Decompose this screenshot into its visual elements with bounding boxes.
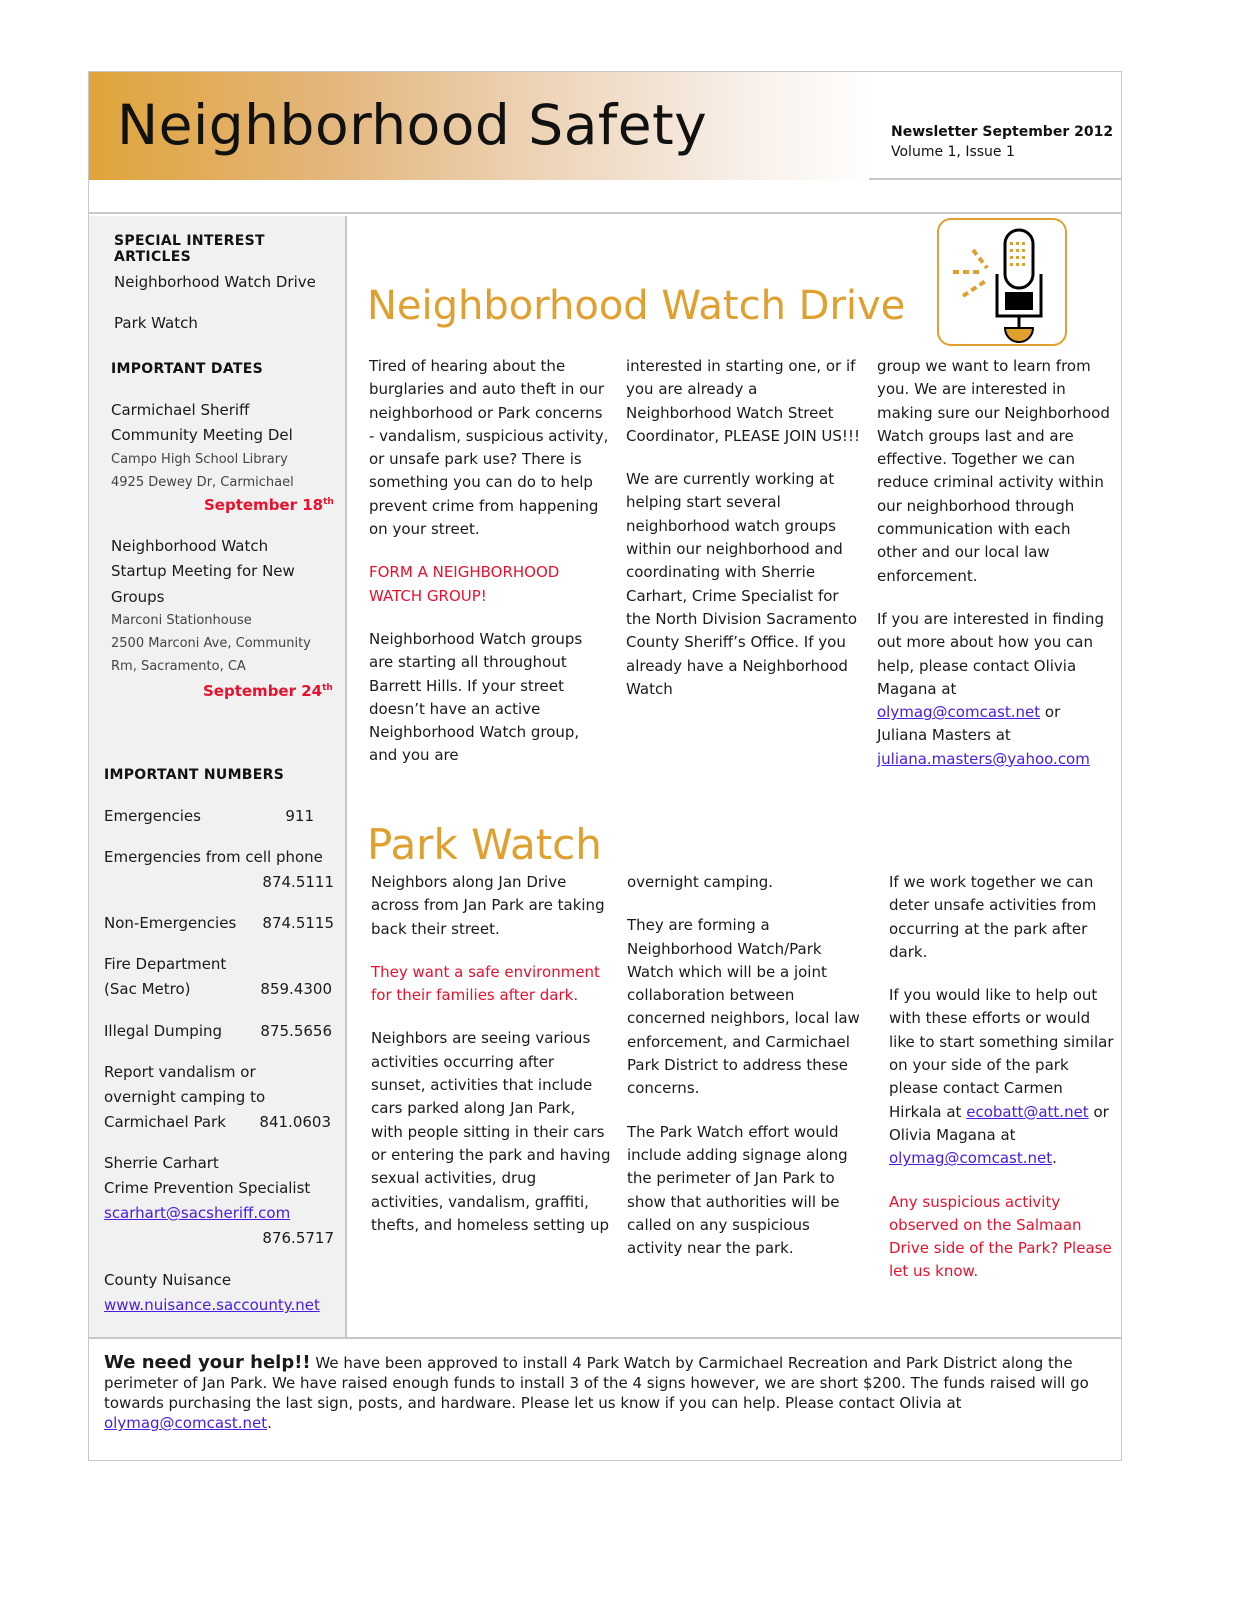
number-label: Non-Emergencies <box>104 914 237 932</box>
phone-number: 841.0603 <box>259 1113 331 1131</box>
paragraph: Neighbors along Jan Drive across from Jan Park are taking back their street. <box>371 873 605 938</box>
phone-number: 874.5115 <box>262 914 334 932</box>
important-numbers-heading: IMPORTANT NUMBERS <box>104 767 285 783</box>
watch-drive-column-3 <box>877 355 1113 791</box>
email-link[interactable]: olymag@comcast.net <box>104 1414 268 1432</box>
website-link[interactable]: www.nuisance.saccounty.net <box>104 1296 320 1314</box>
watch-drive-column-2 <box>626 355 866 721</box>
number-row-cell-emergencies <box>104 845 334 895</box>
number-row-fire-department <box>104 952 334 1002</box>
number-row-sherrie-carhart <box>104 1151 334 1251</box>
sidebar-item-park-watch[interactable]: Park Watch <box>114 314 198 332</box>
paragraph: If you would like to help out with these efforts or would like to start something similar on your side of the park please contact Carmen Hirkala at ecobatt@att.net or Olivia Magana at olymag@comcast.net. <box>889 986 1114 1168</box>
number-label: (Sac Metro) <box>104 980 191 998</box>
event-location: Campo High School Library <box>111 452 288 467</box>
email-link[interactable]: olymag@comcast.net <box>877 703 1041 722</box>
paragraph: If we work together we can deter unsafe activities from occurring at the park after dark. <box>889 873 1097 961</box>
important-dates-heading: IMPORTANT DATES <box>111 361 263 377</box>
event-title: Carmichael Sheriff <box>111 401 250 419</box>
paragraph: They are forming a Neighborhood Watch/Park Watch which will be a joint collaboration between concerned neighbors, local law enforcement, and Carmichael Park District to address these concerns. <box>627 916 860 1098</box>
article-title-park-watch: Park Watch <box>367 820 602 869</box>
phone-number: 874.5111 <box>262 873 334 891</box>
number-label: Emergencies <box>104 807 201 825</box>
sidebar-item-neighborhood-watch-drive[interactable]: Neighborhood Watch Drive <box>114 273 316 291</box>
paragraph: Neighborhood Watch groups are starting all throughout Barrett Hills. If your street doesn’t have an active Neighborhood Watch group, and you are <box>369 629 583 765</box>
event-address: Rm, Sacramento, CA <box>111 659 246 674</box>
event-title: Neighborhood Watch <box>111 537 269 555</box>
paragraph: Neighbors are seeing various activities occurring after sunset, activities that include cars parked along Jan Park, with people sitting in their cars or entering the park and having sexual activities, drug activities, vandalism, graffiti, thefts, and homeless setting up <box>371 1029 611 1234</box>
event-address: 4925 Dewey Dr, Carmichael <box>111 475 294 490</box>
callout-red: They want a safe environment for their families after dark. <box>371 962 600 1005</box>
email-link[interactable]: juliana.masters@yahoo.com <box>877 749 1090 768</box>
phone-number: 911 <box>285 807 314 825</box>
paragraph: We are currently working at helping start several neighborhood watch groups within our neighborhood and coordinating with Sherrie Carhart, Crime Specialist for the North Division Sacramento County Sheriff’s Office. If you already have a Neighborhood Watch <box>626 470 858 698</box>
event-title: Startup Meeting for New <box>111 562 295 580</box>
number-label: Illegal Dumping <box>104 1022 223 1040</box>
contact-name: Sherrie Carhart <box>104 1154 219 1172</box>
main-content <box>347 216 1121 1337</box>
event-date: September 18th <box>204 496 334 514</box>
microphone-icon <box>937 218 1067 346</box>
article-title-watch-drive: Neighborhood Watch Drive <box>367 283 906 329</box>
callout-red: Any suspicious activity observed on the Salmaan Drive side of the Park? Please let us know. <box>889 1192 1112 1281</box>
number-label: Report vandalism or <box>104 1063 256 1081</box>
park-watch-column-2 <box>627 871 867 1280</box>
event-location: Marconi Stationhouse <box>111 613 252 628</box>
paragraph: The Park Watch effort would include adding signage along the perimeter of Jan Park to show that authorities will be called on any suspicious activity near the park. <box>627 1122 848 1258</box>
special-interest-heading: SPECIAL INTEREST ARTICLES <box>114 233 265 265</box>
number-label: overnight camping to <box>104 1088 266 1106</box>
paragraph: Tired of hearing about the burglaries and auto theft in our neighborhood or Park concerns - vandalism, suspicious activity, or unsafe park use? There is something you can do to help prevent crime from happening on your street. <box>369 357 609 539</box>
help-appeal-footer: We need your help!! We have been approved to install 4 Park Watch by Carmichael Recreation and Park District along the perimeter of Jan Park. We have raised enough funds to install 3 of the 4 signs however, we are short $200. The funds raised will go towards purchasing the last sign, posts, and hardware. Please let us know if you can help. Please contact Olivia at olymag@comcast.net. <box>89 1337 1121 1460</box>
event-date: September 24th <box>203 682 333 700</box>
phone-number: 876.5717 <box>262 1229 334 1247</box>
number-row-non-emergencies <box>104 911 334 936</box>
number-label: County Nuisance <box>104 1271 232 1289</box>
newsletter-page <box>88 71 1122 1461</box>
callout-red: FORM A NEIGHBORHOOD WATCH GROUP! <box>369 563 560 605</box>
number-row-county-nuisance <box>104 1268 334 1318</box>
paragraph: overnight camping. <box>627 873 774 891</box>
number-row-illegal-dumping <box>104 1019 334 1044</box>
paragraph: If you are interested in finding out more about how you can help, please contact Olivia Magana at olymag@comcast.net or Juliana Masters at juliana.masters@yahoo.com <box>877 609 1105 768</box>
event-title: Groups <box>111 588 165 606</box>
number-label: Fire Department <box>104 955 227 973</box>
email-link[interactable]: scarhart@sacsheriff.com <box>104 1204 291 1222</box>
number-label: Carmichael Park <box>104 1113 226 1131</box>
help-appeal-lead: We need your help!! <box>104 1352 311 1373</box>
event-address: 2500 Marconi Ave, Community <box>111 636 311 651</box>
volume-issue: Volume 1, Issue 1 <box>891 144 1015 160</box>
sidebar <box>89 216 347 1337</box>
newsletter-title: Neighborhood Safety <box>117 93 708 157</box>
number-row-emergencies <box>104 804 334 829</box>
newsletter-date: Newsletter September 2012 <box>891 124 1114 140</box>
watch-drive-column-1 <box>369 355 609 788</box>
park-watch-column-1 <box>371 871 611 1257</box>
email-link[interactable]: olymag@comcast.net <box>889 1149 1053 1168</box>
number-label: Emergencies from cell phone <box>104 848 323 866</box>
event-title: Community Meeting Del <box>111 426 293 444</box>
issue-info <box>891 122 1113 162</box>
masthead-header <box>89 72 1121 180</box>
email-link[interactable]: ecobatt@att.net <box>966 1102 1089 1121</box>
paragraph: interested in starting one, or if you are already a Neighborhood Watch Street Coordinator, PLEASE JOIN US!!! <box>626 357 860 445</box>
help-appeal-body: We have been approved to install 4 Park Watch by Carmichael Recreation and Park District along the perimeter of Jan Park. We have raised enough funds to install 3 of the 4 signs however, we are short $200. The funds raised will go towards purchasing the last sign, posts, and hardware. Please let us know if you can help. Please contact Olivia at <box>104 1354 1089 1412</box>
number-row-report-vandalism <box>104 1060 334 1135</box>
paragraph: group we want to learn from you. We are interested in making sure our Neighborhood Watch groups last and are effective. Together we can reduce criminal activity within our neighborhood through communication with each other and our local law enforcement. <box>877 357 1110 585</box>
header-spacer-band <box>89 180 1121 214</box>
park-watch-column-3 <box>889 871 1115 1304</box>
phone-number: 875.5656 <box>260 1022 332 1040</box>
contact-title: Crime Prevention Specialist <box>104 1179 311 1197</box>
phone-number: 859.4300 <box>260 980 332 998</box>
